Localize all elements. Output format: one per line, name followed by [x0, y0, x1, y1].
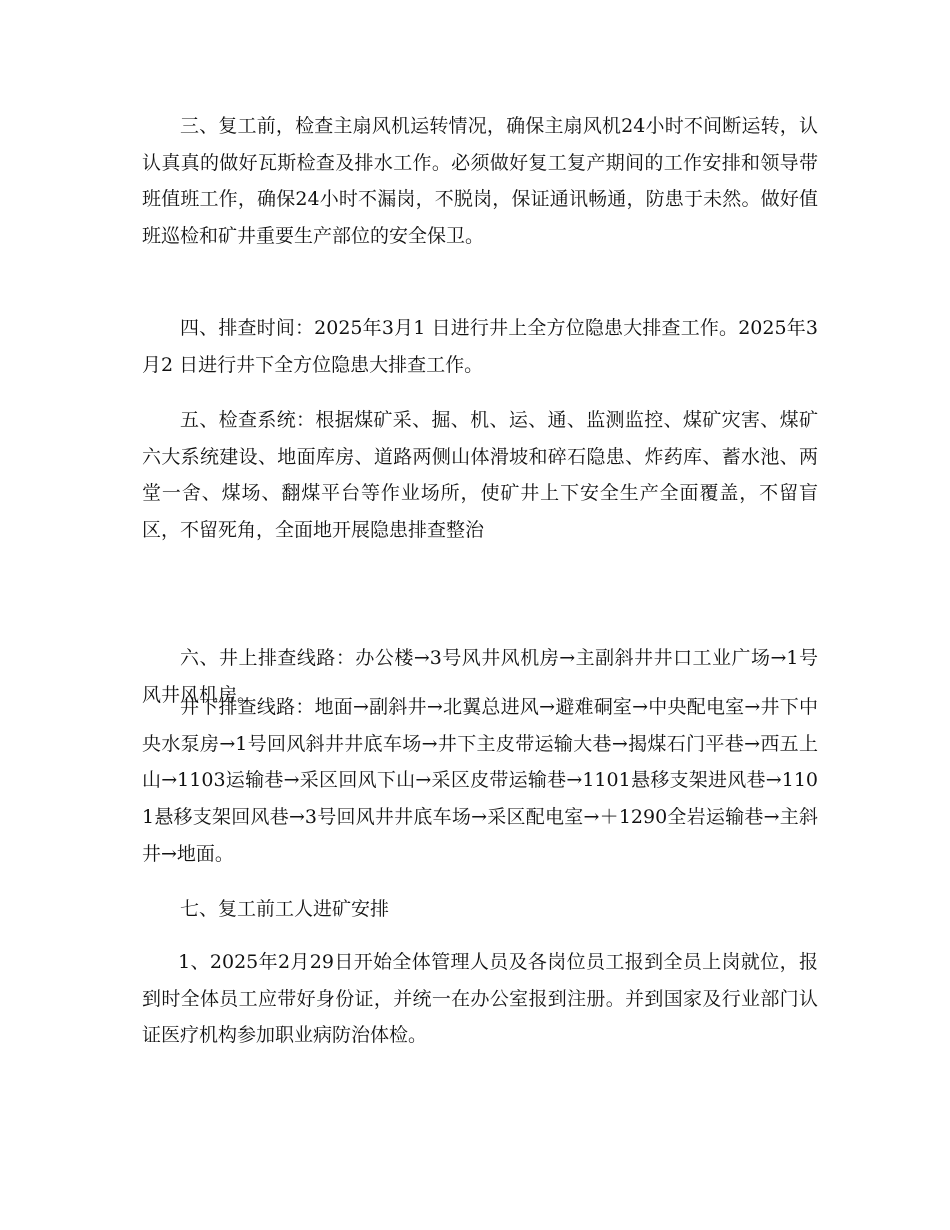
- paragraph-underground-route: 井下排查线路：地面→副斜井→北翼总进风→避难硐室→中央配电室→井下中央水泵房→1号回风斜井井底车场→井下主皮带运输大巷→揭煤石门平巷→西五上山→1103运输巷→采区回风下山→采区皮带运输巷→1101悬移支架进风巷→1101悬移支架回风巷→3号回风井井底车场→采区配电室→＋1290全岩运输巷→主斜井→地面。: [142, 696, 818, 865]
- paragraph-6: 六、井上排查线路：办公楼→3号风井风机房→主副斜井井口工业广场→1号风井风机房。: [142, 647, 818, 706]
- paragraph-7-heading: 七、复工前工人进矿安排: [180, 898, 390, 920]
- paragraph-4: 四、排查时间：2025年3月1 日进行井上全方位隐患大排查工作。2025年3月2 日进行井下全方位隐患大排查工作。: [142, 317, 818, 376]
- paragraph-5: 五、检查系统：根据煤矿采、掘、机、运、通、监测监控、煤矿灾害、煤矿六大系统建设、地面库房、道路两侧山体滑坡和碎石隐患、炸药库、蓄水池、两堂一舍、煤场、翻煤平台等作业场所，使矿井上下安全生产全面覆盖，不留盲区，不留死角，全面地开展隐患排查整治: [142, 409, 818, 542]
- paragraph-3: 三、复工前，检查主扇风机运转情况，确保主扇风机24小时不间断运转，认认真真的做好瓦斯检查及排水工作。必须做好复工复产期间的工作安排和领导带班值班工作，确保24小时不漏岗，不脱岗，保证通讯畅通，防患于未然。做好值班巡检和矿井重要生产部位的安全保卫。: [142, 115, 818, 248]
- paragraph-7-item-1: 1、2025年2月29日开始全体管理人员及各岗位员工报到全员上岗就位，报到时全体员工应带好身份证，并统一在办公室报到注册。并到国家及行业部门认证医疗机构参加职业病防治体检。: [142, 951, 818, 1047]
